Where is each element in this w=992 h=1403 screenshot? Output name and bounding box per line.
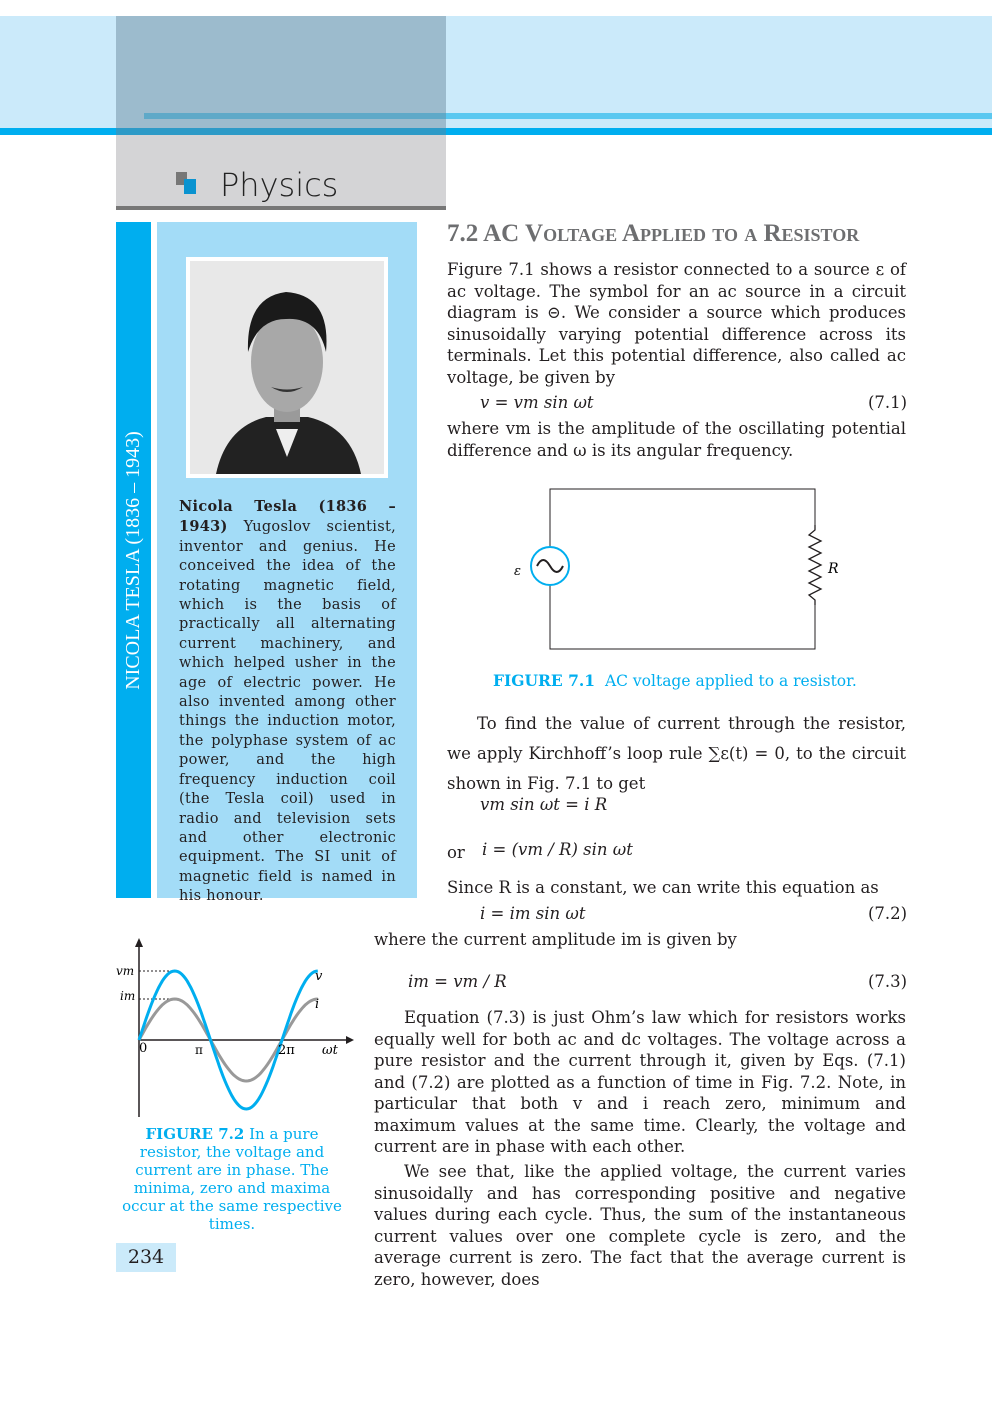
caption-text: In a pure resistor, the voltage and current are in phase. The minima, zero and maxima occur at the same respective times. [122,1125,342,1233]
figure-label: FIGURE 7.2 [145,1125,245,1143]
page-number: 234 [116,1243,176,1272]
subject-title: Physics [220,166,339,204]
header-tab-underline [116,206,446,210]
paragraph-7: We see that, like the applied voltage, the current varies sinusoidally and has corresponding positive and negative values during each cycle. Thus, the sum of the instantaneous current values over one complete cycle is zero, and the average current is zero. The fact that the average current is zero, however, does [374,1162,906,1289]
two-pi-label: 2π [278,1043,295,1058]
paragraph-6: Equation (7.3) is just Ohm’s law which for resistors works equally well for both ac and dc voltages. The voltage across a pure resistor and the current through it, given by Eqs. (7.1) and (7.2) are plotted as a function of time in Fig. 7.2. Note, in particular that both v and i reach zero, minimum and maximum values at the same time. Clearly, the voltage and current are in phase with each other. [374,1008,906,1156]
equation-7-3: im = vm / R [408,972,507,991]
equation-number: (7.3) [868,972,908,991]
biography-text [179,497,396,907]
paragraph-5: where the current amplitude im is given by [374,930,737,949]
paragraph-3: To find the value of current through the resistor, we apply Kirchhoff’s loop rule ∑ε(t) = 0, to the circuit shown in Fig. 7.1 to get [447,714,906,793]
bio-body: Yugoslov scientist, inventor and genius. He conceived the idea of the rotating magnetic field, which is the basis of practically all alternating current machinery, and which helped usher in the age of electric power. He also invented among other things the induction motor, the polyphase system of ac power, and the high frequency induction coil (the Tesla coil) used in radio and television sets and other electronic equipment. The SI unit of magnetic field is named in his honour. [179,519,396,905]
im-label: im [120,989,136,1003]
i-label: i [315,997,320,1012]
figure-label: FIGURE 7.1 [493,671,596,690]
paragraph-4: Since R is a constant, we can write this equation as [447,878,879,897]
equation-7-2: i = im sin ωt [480,904,586,923]
subject-logo-icon-front [184,179,196,194]
paragraph-1: Figure 7.1 shows a resistor connected to a source ε of ac voltage. The symbol for an ac source in a circuit diagram is ⊝. We consider a source which produces sinusoidally varying potential difference across its terminals. Let this potential difference, also called ac voltage, be given by [447,260,906,387]
bio-name: Nicola Tesla (1836 – 1943) [179,498,396,536]
figure-7-2-graph [100,930,370,1125]
pi-label: π [195,1043,203,1057]
equation-number: (7.2) [868,904,908,923]
paragraph-2: where vm is the amplitude of the oscillating potential difference and ω is its angular frequency. [447,419,906,460]
y-axis-arrow-icon [135,938,143,947]
figure-7-1-circuit [500,480,860,660]
source-label: ε [514,564,521,579]
x-axis-label: ωt [322,1043,338,1058]
resistor-label: R [828,561,839,577]
section-heading: 7.2 AC Voltage Applied to a Resistor [447,220,860,247]
equation-3: i = (vm / R) sin ωt [482,840,633,859]
x-axis-arrow-icon [346,1036,354,1044]
vertical-title-text: NICOLA TESLA (1836 – 1943) [122,430,145,690]
equation-2: vm sin ωt = i R [480,795,608,814]
or-text: or [447,843,465,862]
figure-7-1-caption [493,671,857,690]
equation-number: (7.1) [868,393,908,412]
header-tab [116,16,446,135]
caption-text: AC voltage applied to a resistor. [604,672,857,690]
portrait-photo [186,257,388,478]
v-label: v [315,969,323,984]
vm-label: vm [116,964,135,978]
figure-7-2-caption [122,1125,342,1233]
equation-7-1: v = vm sin ωt [480,393,594,412]
zero-label: 0 [139,1041,148,1056]
sidebar-vertical-title [116,222,151,898]
